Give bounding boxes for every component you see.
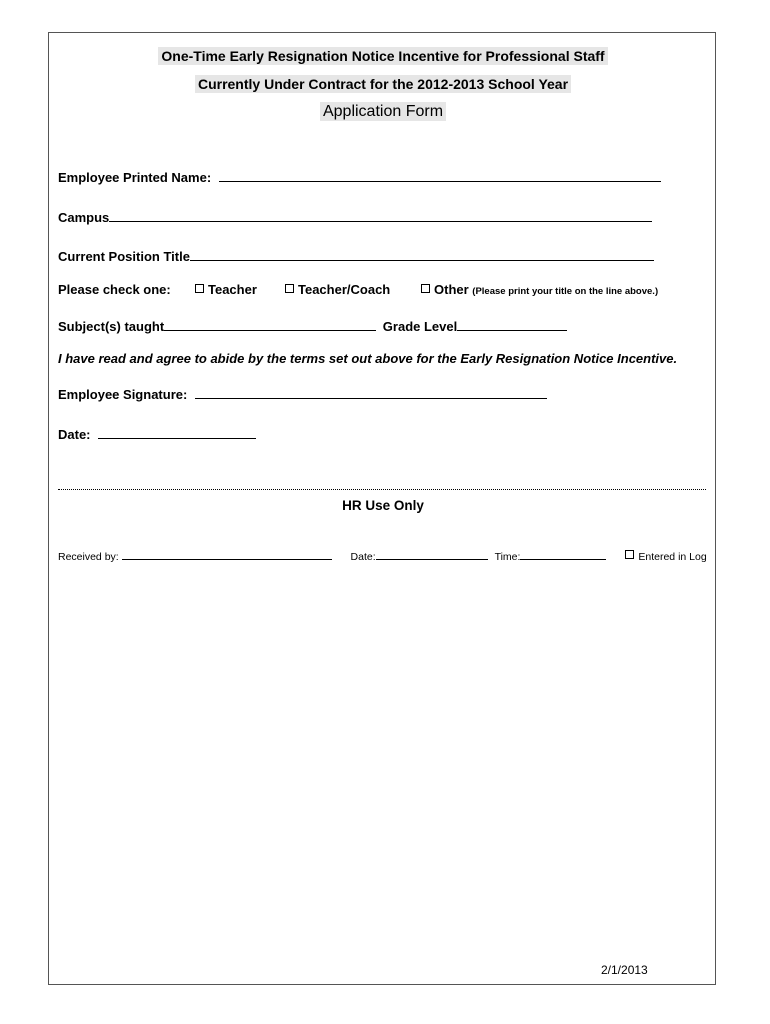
entered-in-log-label: Entered in Log bbox=[638, 551, 707, 563]
signature-row bbox=[58, 385, 547, 402]
agreement-statement: I have read and agree to abide by the terms set out above for the Early Resignation Notice Incentive. bbox=[58, 351, 678, 366]
footer-date: 2/1/2013 bbox=[601, 963, 648, 977]
hr-date-field[interactable] bbox=[376, 549, 488, 560]
position-row bbox=[58, 247, 654, 264]
other-checkbox[interactable] bbox=[421, 284, 430, 293]
option-teacher[interactable] bbox=[195, 282, 257, 297]
option-teacher-coach-label: Teacher/Coach bbox=[298, 282, 391, 297]
employee-name-label: Employee Printed Name: bbox=[58, 170, 212, 185]
position-field[interactable] bbox=[190, 247, 654, 261]
hr-time-field[interactable] bbox=[520, 549, 606, 560]
date-label: Date: bbox=[58, 427, 91, 442]
option-other-label: Other bbox=[434, 282, 469, 297]
dotted-divider bbox=[58, 489, 706, 490]
received-by-field[interactable] bbox=[122, 549, 332, 560]
header-line-2 bbox=[49, 76, 717, 92]
option-teacher-coach[interactable] bbox=[285, 282, 390, 297]
teacher-coach-checkbox[interactable] bbox=[285, 284, 294, 293]
entered-in-log-checkbox[interactable] bbox=[625, 550, 634, 559]
campus-label: Campus bbox=[58, 210, 110, 225]
subjects-row bbox=[58, 317, 567, 334]
header-line-1 bbox=[49, 48, 717, 64]
hr-time-label: Time: bbox=[494, 551, 521, 563]
form-title-text: Application Form bbox=[320, 102, 446, 121]
signature-label: Employee Signature: bbox=[58, 387, 188, 402]
subjects-field[interactable] bbox=[164, 317, 376, 331]
teacher-checkbox[interactable] bbox=[195, 284, 204, 293]
signature-field[interactable] bbox=[195, 385, 547, 399]
grade-field[interactable] bbox=[457, 317, 567, 331]
received-by-label: Received by: bbox=[58, 551, 119, 563]
form-title bbox=[49, 103, 717, 121]
option-other[interactable] bbox=[421, 282, 658, 297]
employee-name-field[interactable] bbox=[219, 168, 661, 182]
other-note: (Please print your title on the line above.) bbox=[472, 286, 659, 297]
hr-date-label: Date: bbox=[350, 551, 376, 563]
grade-label: Grade Level bbox=[382, 319, 458, 334]
form-page bbox=[48, 32, 716, 985]
check-one-label: Please check one: bbox=[58, 282, 171, 297]
header-line-1-text: One-Time Early Resignation Notice Incentive for Professional Staff bbox=[158, 47, 607, 65]
date-row bbox=[58, 425, 256, 442]
employee-name-row bbox=[58, 168, 661, 185]
hr-row bbox=[58, 549, 707, 563]
header-line-2-text: Currently Under Contract for the 2012-2013 School Year bbox=[195, 75, 571, 93]
campus-row bbox=[58, 208, 652, 225]
position-label: Current Position Title bbox=[58, 249, 190, 264]
hr-section-title: HR Use Only bbox=[342, 498, 424, 513]
date-field[interactable] bbox=[98, 425, 256, 439]
subjects-label: Subject(s) taught bbox=[58, 319, 165, 334]
campus-field[interactable] bbox=[109, 208, 652, 222]
option-teacher-label: Teacher bbox=[208, 282, 257, 297]
